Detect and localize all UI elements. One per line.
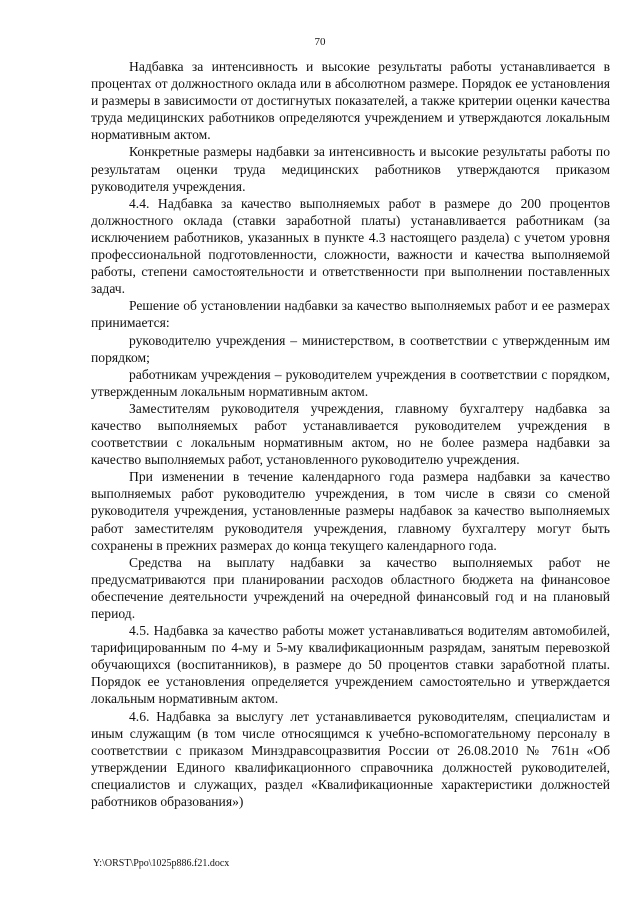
footer-file-path: Y:\ORST\Ppo\1025p886.f21.docx [93,858,230,869]
paragraph: работникам учреждения – руководителем учреждения в соответствии с порядком, утвержденным локальным нормативным актом. [91,366,610,399]
paragraph: руководителю учреждения – министерством, в соответствии с утвержденным им порядком; [91,332,610,365]
paragraph: Конкретные размеры надбавки за интенсивность и высокие результаты работы по результатам оценки труда медицинских работников утверждаются приказом руководителя учреждения. [91,144,610,194]
paragraph: Заместителям руководителя учреждения, главному бухгалтеру надбавка за качество выполняемых работ устанавливается руководителем учреждения в соответствии с локальным нормативным актом, но не более размера надбавки за качество выполняемых работ, установленного руководителю учреждения. [91,400,610,468]
document-body [91,58,610,810]
page-number: 70 [314,36,326,48]
paragraph: 4.6. Надбавка за выслугу лет устанавливается руководителям, специалистам и иным служащим (в том числе относящимся к учебно-вспомогательному персоналу в соответствии с приказом Минздравсоцразвития России от 26.08.2010 № 761н «Об утверждении Единого квалификационного справочника должностей руководителей, специалистов и служащих, раздел «Квалификационные характеристики должностей работников образования») [91,708,610,810]
paragraph: При изменении в течение календарного года размера надбавки за качество выполняемых работ руководителю учреждения, в том числе в связи со сменой руководителя учреждения, установленные размеры надбавок за качество выполняемых работ заместителям руководителя учреждения, главному бухгалтеру могут быть сохранены в прежних размерах до конца текущего календарного года. [91,469,610,553]
paragraph: Средства на выплату надбавки за качество выполняемых работ не предусматриваются при планировании расходов областного бюджета на финансовое обеспечение деятельности учреждений на очередной финансовый год и на плановый период. [91,554,610,621]
paragraph: 4.5. Надбавка за качество работы может устанавливаться водителям автомобилей, тарифицированным по 4-му и 5-му квалификационным разрядам, занятым перевозкой обучающихся (воспитанников), в размере до 50 процентов ставки заработной платы. Порядок ее установления определяется учреждением самостоятельно и утверждается локальным нормативным актом. [91,623,610,707]
paragraph: 4.4. Надбавка за качество выполняемых работ в размере до 200 процентов должностного оклада (ставки заработной платы) устанавливается работникам (за исключением работников, указанных в пункте 4.3 настоящего раздела) с учетом уровня профессиональной подготовленности, сложности, важности и качества выполняемой работы, степени самостоятельности и ответственности при выполнении поставленных задач. [91,195,610,297]
paragraph: Решение об установлении надбавки за качество выполняемых работ и ее размерах принимается: [91,298,610,331]
paragraph: Надбавка за интенсивность и высокие результаты работы устанавливается в процентах от должностного оклада или в абсолютном размере. Порядок ее установления и размеры в зависимости от достигнутых показателей, а также критерии оценки качества труда медицинских работников определяются учреждением и утверждаются локальным нормативным актом. [91,59,610,143]
